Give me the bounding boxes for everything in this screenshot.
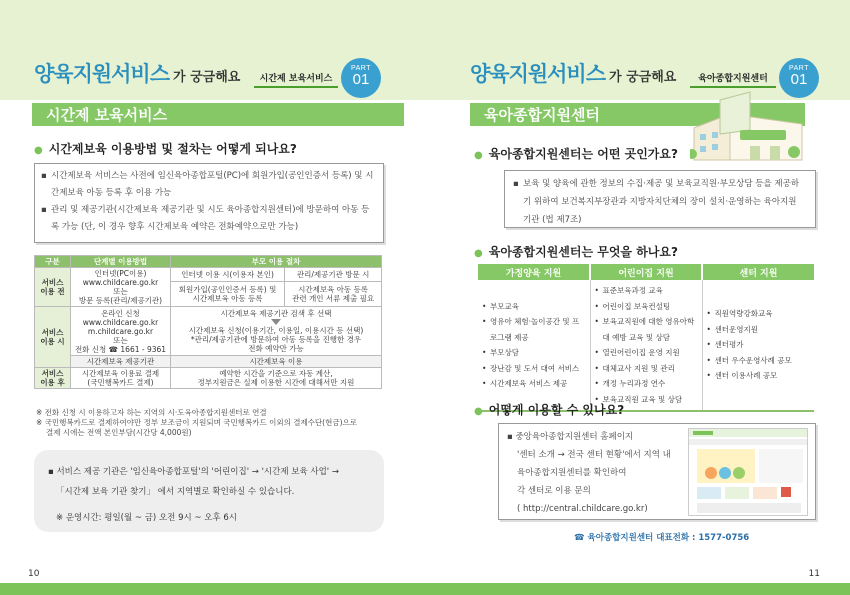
role-item: • 보육교직원 교육 및 상담 <box>595 392 698 408</box>
daycare-support-list <box>590 280 702 411</box>
parent-after: 예약한 시간을 기준으로 자동 계산, 정부지원금은 실제 이용한 시간에 대해서만 지원 <box>171 368 382 389</box>
left-page-title <box>34 58 240 88</box>
parent-during <box>171 307 382 356</box>
info-bullet: ▪ 관리 및 제공기관(시간제보육 제공기관 및 시도 육아종합지원센터)에 방문하여 아동 등록 가능 (단, 이 경우 향후 시간제보육 예약은 전화예약으로만 가능) <box>41 202 377 236</box>
note-line: 결제 시에는 전액 본인부담(시간당 4,000원) <box>46 428 192 437</box>
parent-before-visit: 시간제보육 아동 등록 관련 개인 서류 제출 필요 <box>285 282 382 307</box>
right-page-title <box>470 58 676 88</box>
parent-during-sub: 시간제보육 이용 <box>171 356 382 368</box>
left-section-banner: 시간제 보육서비스 <box>32 103 404 124</box>
role-item: • 센터평가 <box>707 337 811 353</box>
role-item: • 영유아 체험·놀이공간 및 프로그램 제공 <box>482 314 586 345</box>
box-line: 「시간제 보육 기관 찾기」 에서 지역별로 확인하실 수 있습니다. <box>56 487 295 497</box>
parent-before-online-head: 인터넷 이용 시(이용자 본인) <box>171 268 285 282</box>
right-question-3: ● 어떻게 이용할 수 있나요? <box>474 401 624 418</box>
cat-after: 서비스 이용 후 <box>35 368 71 389</box>
cat-during: 서비스 이용 시 <box>35 307 71 368</box>
page-number-left: 10 <box>28 569 40 579</box>
left-info-box <box>34 163 384 243</box>
left-question: ● 시간제보육 이용방법 및 절차는 어떻게 되나요? <box>34 140 297 157</box>
page-number-right: 11 <box>808 569 820 579</box>
title-main: 양육지원서비스 <box>34 62 170 86</box>
left-gray-box <box>34 450 384 532</box>
th-home-support: 가정양육 지원 <box>478 264 590 280</box>
parent-during-step2: 시간제보육 신청(이용기간, 이용일, 이용시간 등 선택) *관리/제공기관에 방문하여 아동 등록을 진행한 경우 전화 예약만 가능 <box>188 326 364 353</box>
role-item: • 부모교육 <box>482 299 586 315</box>
role-item: • 센터운영지원 <box>707 322 811 338</box>
method-during: 온라인 신청 www.childcare.go.kr m.childcare.go.kr 또는 전화 신청 ☎ 1661 - 9361 <box>71 307 171 356</box>
title-suffix: 가 궁금해요 <box>609 70 677 85</box>
role-item: • 시간제보육 서비스 제공 <box>482 376 586 392</box>
role-item: • 부모상담 <box>482 345 586 361</box>
left-part-badge: PART 01 <box>341 58 381 98</box>
role-item: • 표준보육과정 교육 <box>595 283 698 299</box>
th-daycare-support: 어린이집 지원 <box>590 264 702 280</box>
left-page-tag: 시간제 보육서비스 <box>254 71 338 88</box>
usage-line: '센터 소개 → 전국 센터 현황'에서 지역 내 <box>517 450 671 460</box>
method-before: 인터넷(PC이용) www.childcare.go.kr 또는 방문 등록(관리/제공기관) <box>71 268 171 307</box>
role-item: • 대체교사 지원 및 관리 <box>595 361 698 377</box>
website-screenshot-image <box>688 428 808 516</box>
left-notes <box>36 408 386 438</box>
procedure-table <box>34 255 382 389</box>
website-preview-graphic <box>689 429 808 516</box>
role-item: • 센터 우수운영사례 공모 <box>707 353 811 369</box>
title-suffix: 가 궁금해요 <box>173 70 241 85</box>
role-item: • 개정 누리과정 연수 <box>595 376 698 392</box>
th-category: 구분 <box>35 256 71 268</box>
note-line: ※ 전화 신청 시 이용하고자 하는 지역의 시·도육아종합지원센터로 연결 <box>36 408 267 417</box>
th-center-support: 센터 지원 <box>702 264 814 280</box>
footer-band <box>0 583 850 595</box>
box-line: ▪ 서비스 제공 기관은 '임신육아종합포털'의 '어린이집' → '시간제 보육 사업' → <box>48 467 339 477</box>
parent-before-visit-head: 관리/제공기관 방문 시 <box>285 268 382 282</box>
role-item: • 열린어린이집 운영 지원 <box>595 345 698 361</box>
right-question-1: ● 육아종합지원센터는 어떤 곳인가요? <box>474 145 678 162</box>
right-section-banner: 육아종합지원센터 <box>470 103 805 124</box>
info-bullet: ▪ 시간제보육 서비스는 사전에 임신육아종합포털(PC)에 회원가입(공인인증서 등록) 및 시간제보육 아동 등록 후 이용 가능 <box>41 168 377 202</box>
center-phone: ☎ 육아종합지원센터 대표전화 : 1577-0756 <box>574 533 750 543</box>
arrow-down-icon <box>271 319 281 325</box>
parent-during-step1: 시간제보육 제공기관 검색 후 선택 <box>220 309 332 318</box>
role-item: • 보육교직원에 대한 영유아학대 예방 교육 및 상담 <box>595 314 698 345</box>
right-question-2: ● 육아종합지원센터는 무엇을 하나요? <box>474 243 678 260</box>
info-bullet: ▪ 보육 및 양육에 관한 정보의 수집·제공 및 보육교직원·부모상담 등을 제공하기 위하여 보건복지부장관과 지방자치단체의 장이 설치·운영하는 육아지원 기관 (법 제7조) <box>513 175 807 229</box>
role-item: • 센터 이용사례 공모 <box>707 368 811 384</box>
usage-line[interactable]: ( http://central.childcare.go.kr) <box>517 504 648 514</box>
method-during-sub: 시간제보육 제공기관 <box>71 356 171 368</box>
center-building-illustration <box>690 90 806 162</box>
parent-before-online: 회원가입(공인인증서 등록) 및 시간제보육 아동 등록 <box>171 282 285 307</box>
role-item: • 장난감 및 도서 대여 서비스 <box>482 361 586 377</box>
roles-table <box>478 264 814 412</box>
center-support-list <box>702 280 814 411</box>
usage-line: 육아종합지원센터를 확인하여 <box>517 468 627 478</box>
method-after: 시간제보육 이용료 결제 (국민행복카드 결제) <box>71 368 171 389</box>
title-main: 양육지원서비스 <box>470 62 606 86</box>
usage-line: ▪ 중앙육아종합지원센터 홈페이지 <box>507 432 634 442</box>
role-item: • 어린이집 보육컨설팅 <box>595 299 698 315</box>
right-part-badge: PART 01 <box>779 58 819 98</box>
th-method: 단계별 이용방법 <box>71 256 171 268</box>
cat-before: 서비스 이용 전 <box>35 268 71 307</box>
th-parent: 부모 이용 절차 <box>171 256 382 268</box>
right-info-box <box>504 170 816 228</box>
box-line: ※ 운영시간: 평일(월 ~ 금) 오전 9시 ~ 오후 6시 <box>56 513 237 523</box>
role-item: • 직원역량강화교육 <box>707 306 811 322</box>
home-support-list <box>478 280 590 411</box>
note-line: ※ 국민행복카드로 결제하여야만 정부 보조금이 지원되며 국민행복카드 이외의 결제수단(현금)으로 <box>36 418 358 427</box>
usage-line: 각 센터로 이용 문의 <box>517 486 591 496</box>
right-page-tag: 육아종합지원센터 <box>690 71 776 88</box>
